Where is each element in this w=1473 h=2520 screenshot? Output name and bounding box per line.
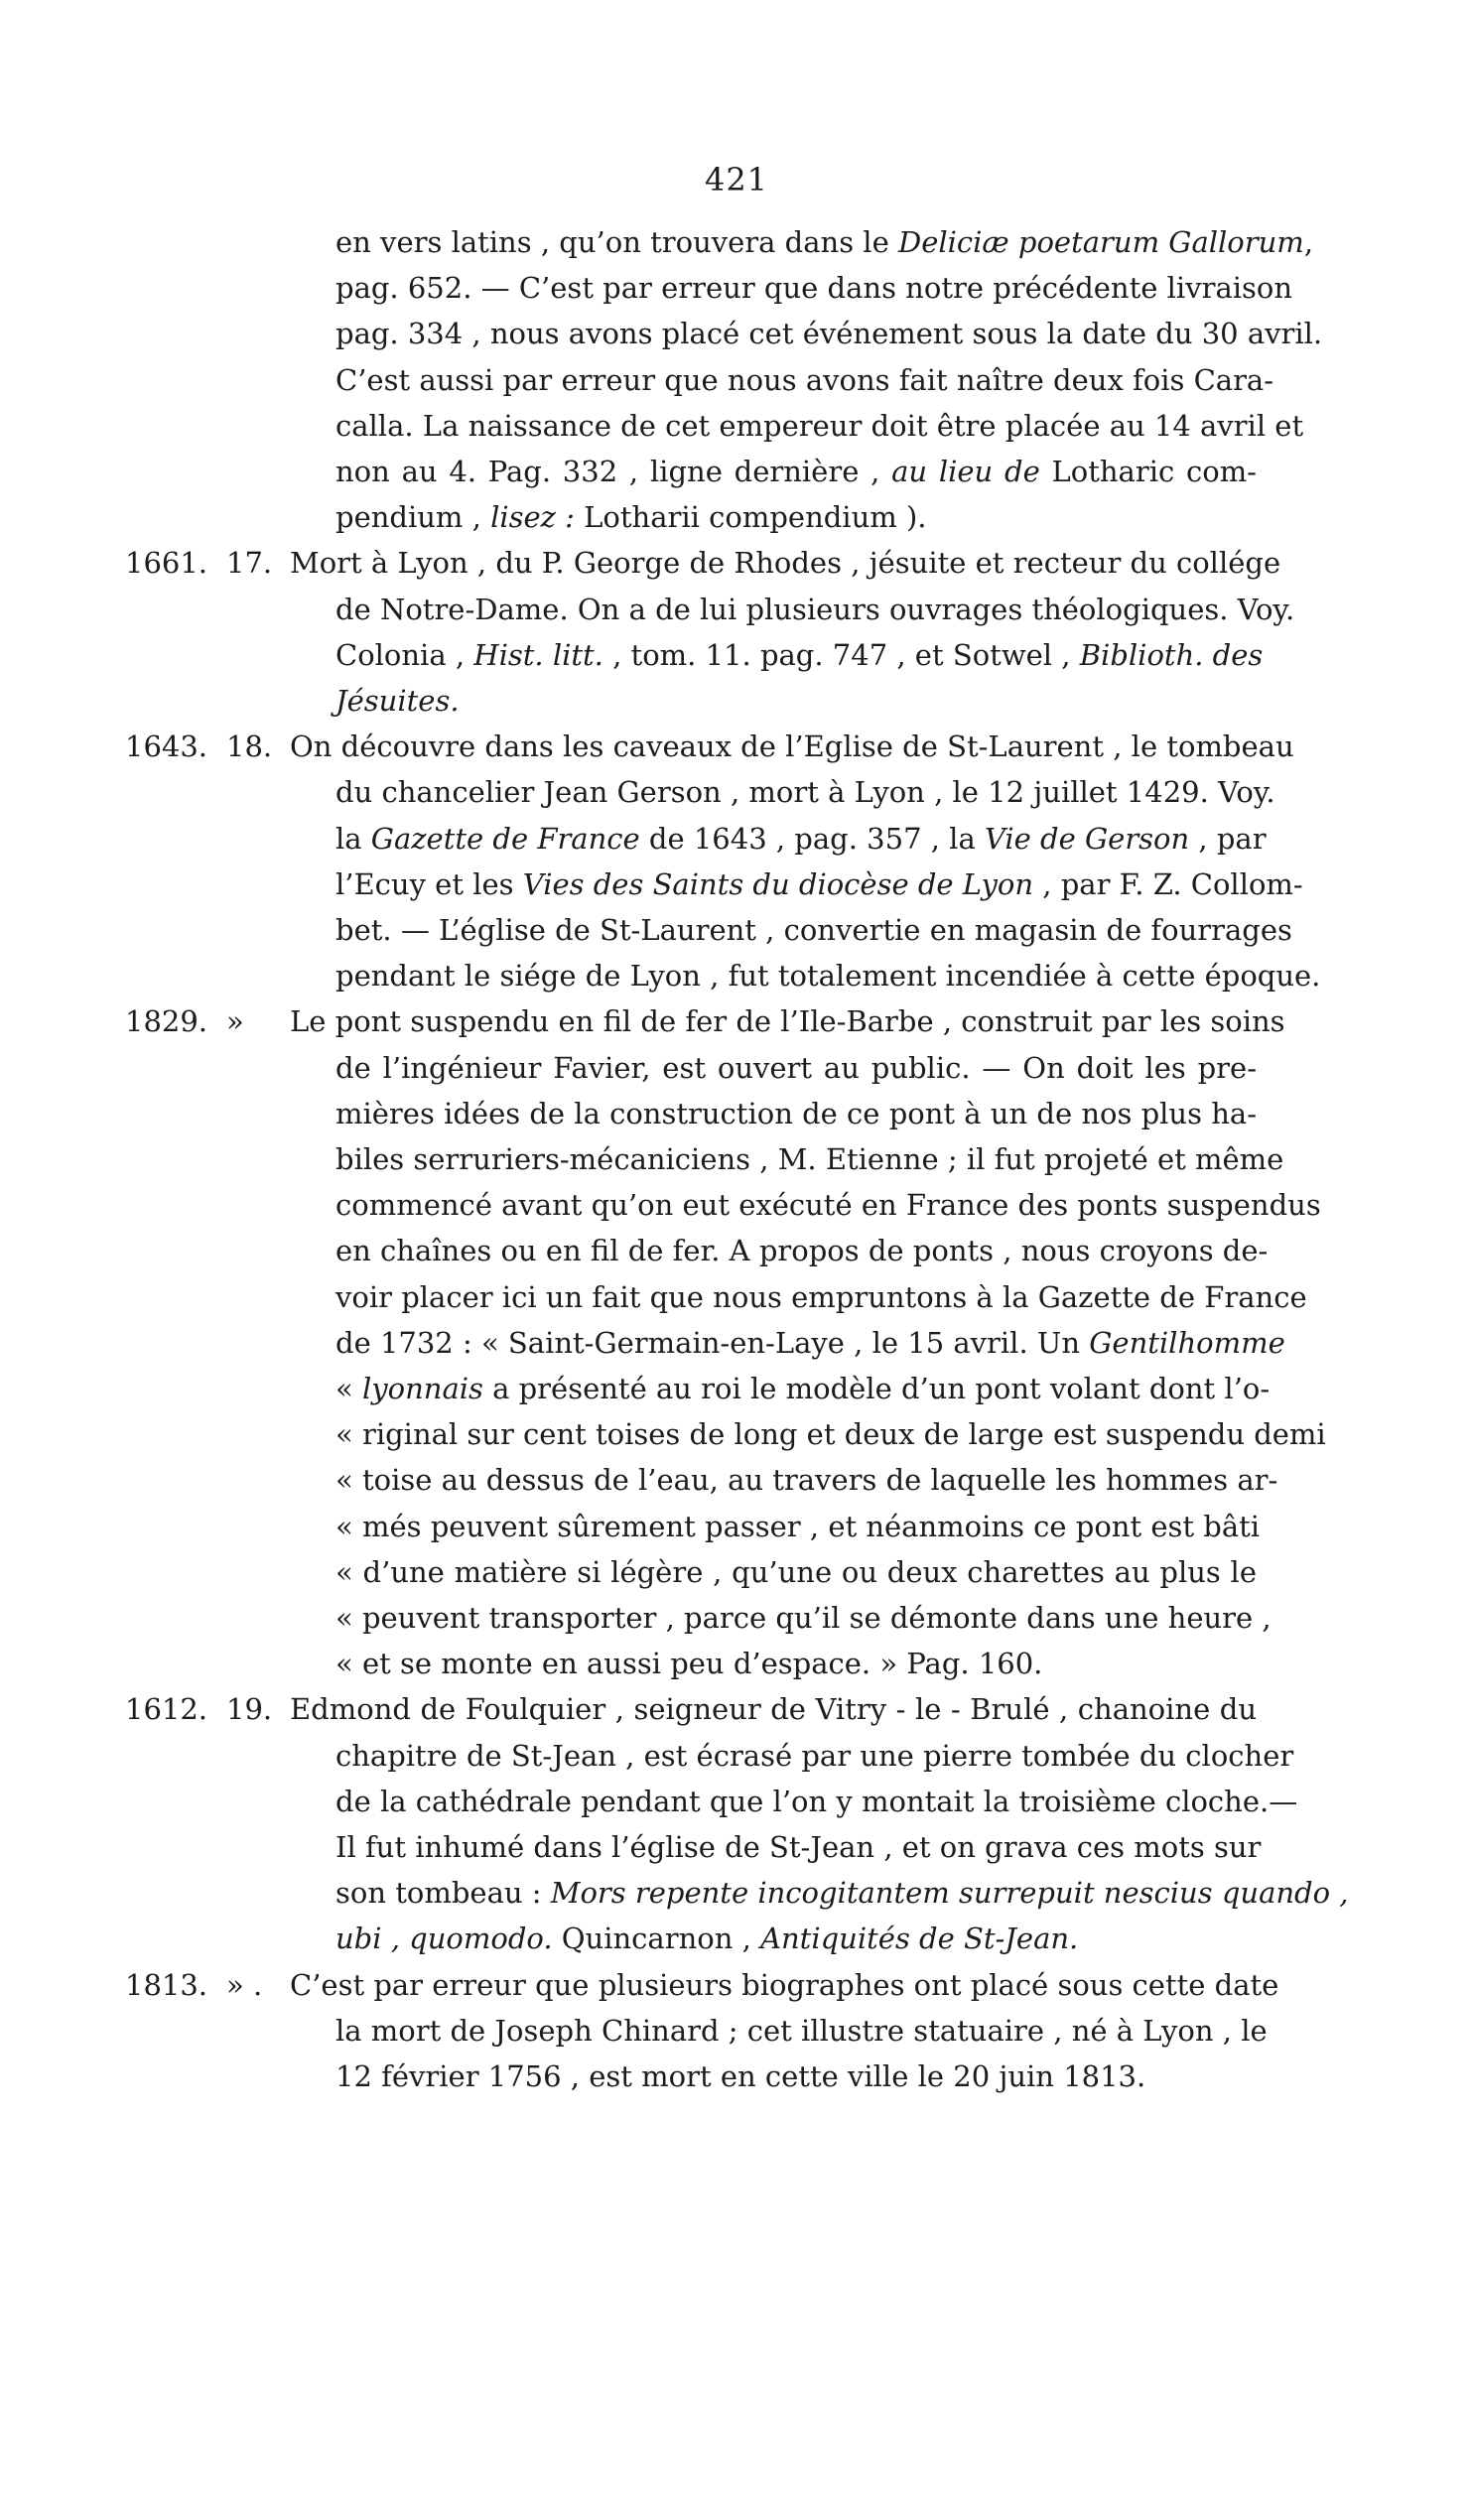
text-line bbox=[335, 1827, 1262, 1867]
text-segment: Lotharic com- bbox=[1039, 455, 1257, 488]
text-line bbox=[335, 1185, 1321, 1225]
text-segment: Il fut inhumé dans l’église de St-Jean , et on grava ces mots sur bbox=[335, 1830, 1262, 1864]
text-line bbox=[335, 452, 1257, 491]
text-line bbox=[335, 1873, 1349, 1913]
text-segment: On découvre dans les caveaux de l’Eglise de St-Laurent , le tombeau bbox=[290, 729, 1294, 764]
text-segment: Hist. litt. bbox=[473, 637, 603, 672]
text-line bbox=[335, 314, 1323, 353]
text-line bbox=[335, 864, 1303, 904]
text-line bbox=[290, 727, 1294, 766]
text-segment: Deliciæ poetarum Gallorum bbox=[897, 225, 1304, 259]
text-segment: de 1643 , pag. 357 , la bbox=[639, 821, 985, 856]
text-line bbox=[290, 1965, 1279, 2005]
text-segment: , par F. Z. Collom- bbox=[1033, 866, 1303, 901]
entry-day: 19. bbox=[226, 1692, 273, 1727]
text-segment: pag. 334 , nous avons placé cet événement sous la date du 30 avril. bbox=[335, 317, 1323, 351]
text-segment: C’est aussi par erreur que nous avons fait naître deux fois Cara- bbox=[335, 362, 1274, 397]
entry-year: 1813. bbox=[125, 1967, 208, 2002]
text-line bbox=[290, 1001, 1285, 1041]
text-line bbox=[335, 772, 1275, 812]
text-segment: « peuvent transporter , parce qu’il se démonte dans une heure , bbox=[335, 1601, 1272, 1635]
text-line bbox=[335, 590, 1295, 629]
text-segment: la mort de Joseph Chinard ; cet illustre statuaire , né à Lyon , le bbox=[335, 2013, 1268, 2048]
text-line bbox=[335, 1460, 1278, 1500]
text-segment: Vies des Saints du diocèse de Lyon bbox=[522, 866, 1034, 901]
text-segment: , bbox=[1303, 225, 1314, 259]
text-line bbox=[335, 1736, 1294, 1776]
text-segment: a présenté au roi le modèle d’un pont volant dont l’o- bbox=[482, 1372, 1271, 1405]
text-segment: Le pont suspendu en fil de fer de l’Ile-Barbe , construit par les soins bbox=[290, 1004, 1285, 1039]
text-segment: de 1732 : « Saint-Germain-en-Laye , le 15 avril. Un bbox=[335, 1325, 1090, 1360]
text-line bbox=[335, 1369, 1271, 1408]
entry-day: » . bbox=[226, 1967, 263, 2002]
text-segment: Gentilhomme bbox=[1089, 1325, 1285, 1360]
text-segment: Lotharii compendium ). bbox=[574, 500, 927, 535]
text-segment: ubi , quomodo. bbox=[335, 1922, 553, 1956]
text-segment: du chancelier Jean Gerson , mort à Lyon , le 12 juillet 1429. Voy. bbox=[335, 775, 1275, 810]
text-line bbox=[335, 681, 1257, 721]
text-line bbox=[335, 956, 1321, 995]
text-line bbox=[335, 1552, 1257, 1592]
text-line bbox=[335, 2056, 1257, 2096]
text-segment: bet. — L’église de St-Laurent , convertie en magasin de fourrages bbox=[335, 913, 1292, 947]
text-segment: pendant le siége de Lyon , fut totalement incendiée à cette époque. bbox=[335, 959, 1321, 994]
text-line bbox=[335, 1139, 1284, 1179]
entry-day: 18. bbox=[226, 729, 273, 764]
text-segment: de la cathédrale pendant que l’on y montait la troisième cloche.— bbox=[335, 1784, 1298, 1818]
text-line bbox=[335, 1231, 1269, 1270]
text-segment: « et se monte en aussi peu d’espace. » Pag. 160. bbox=[335, 1647, 1043, 1681]
text-line bbox=[335, 2011, 1268, 2051]
text-segment: Antiquités de St-Jean. bbox=[760, 1922, 1079, 1956]
text-segment: commencé avant qu’on eut exécuté en France des ponts suspendus bbox=[335, 1188, 1321, 1223]
text-segment: lisez : bbox=[490, 500, 575, 535]
text-line bbox=[290, 1689, 1257, 1729]
text-line bbox=[335, 1782, 1298, 1821]
text-segment: 12 février 1756 , est mort en cette ville le 20 juin 1813. bbox=[335, 2059, 1146, 2093]
text-segment: Quincarnon , bbox=[552, 1922, 761, 1956]
text-line bbox=[335, 819, 1267, 859]
text-segment: la bbox=[335, 821, 371, 856]
text-segment: calla. La naissance de cet empereur doit être placée au 14 avril et bbox=[335, 408, 1304, 443]
text-line bbox=[290, 543, 1281, 583]
text-segment: pag. 652. — C’est par erreur que dans notre précédente livraison bbox=[335, 271, 1293, 306]
text-segment: Mort à Lyon , du P. George de Rhodes , jésuite et recteur du collége bbox=[290, 546, 1281, 581]
text-line bbox=[335, 406, 1304, 446]
text-segment: Jésuites. bbox=[335, 684, 460, 718]
text-segment: , tom. 11. pag. 747 , et Sotwel , bbox=[603, 637, 1080, 672]
text-segment: « riginal sur cent toises de long et deux de large est suspendu demi bbox=[335, 1417, 1326, 1452]
text-segment: C’est par erreur que plusieurs biographes ont placé sous cette date bbox=[290, 1967, 1279, 2002]
text-segment: Mors repente incogitantem surrepuit nescius quando , bbox=[550, 1876, 1349, 1911]
text-line bbox=[335, 1048, 1257, 1088]
text-segment: son tombeau : bbox=[335, 1876, 551, 1911]
text-line bbox=[335, 497, 1257, 537]
text-line bbox=[335, 222, 1314, 262]
entry-year: 1829. bbox=[125, 1004, 208, 1039]
text-line bbox=[335, 1323, 1285, 1363]
text-segment: biles serruriers-mécaniciens , M. Etienne ; il fut projeté et même bbox=[335, 1142, 1284, 1176]
text-segment: voir placer ici un fait que nous empruntons à la Gazette de France bbox=[335, 1279, 1307, 1314]
text-line bbox=[335, 1414, 1326, 1454]
text-segment: de Notre-Dame. On a de lui plusieurs ouvrages théologiques. Voy. bbox=[335, 592, 1295, 626]
text-segment: Gazette de France bbox=[370, 821, 640, 856]
entry-year: 1612. bbox=[125, 1692, 208, 1727]
text-line bbox=[335, 1277, 1307, 1317]
page-number: 421 bbox=[704, 161, 769, 199]
text-line bbox=[335, 1644, 1257, 1683]
text-segment: chapitre de St-Jean , est écrasé par une pierre tombée du clocher bbox=[335, 1738, 1294, 1773]
text-line bbox=[335, 268, 1293, 308]
text-line bbox=[335, 910, 1292, 950]
text-segment: « més peuvent sûrement passer , et néanmoins ce pont est bâti bbox=[335, 1509, 1261, 1543]
text-line bbox=[335, 1094, 1257, 1133]
text-line bbox=[335, 635, 1264, 675]
text-line bbox=[335, 1919, 1257, 1958]
text-segment: Biblioth. des bbox=[1079, 637, 1264, 672]
text-segment: , par bbox=[1189, 821, 1267, 856]
text-line bbox=[335, 1507, 1261, 1546]
text-segment: pendium , bbox=[335, 500, 491, 535]
text-segment: de l’ingénieur Favier, est ouvert au public. — On doit les pre- bbox=[335, 1050, 1257, 1085]
text-segment: Edmond de Foulquier , seigneur de Vitry - le - Brulé , chanoine du bbox=[290, 1692, 1257, 1727]
text-segment: « toise au dessus de l’eau, au travers de laquelle les hommes ar- bbox=[335, 1463, 1278, 1498]
text-segment: mières idées de la construction de ce pont à un de nos plus ha- bbox=[335, 1096, 1257, 1130]
text-segment: lyonnais bbox=[361, 1372, 483, 1405]
text-segment: Vie de Gerson bbox=[984, 821, 1190, 856]
text-segment: « bbox=[335, 1372, 362, 1405]
text-line bbox=[335, 360, 1274, 400]
text-line bbox=[335, 1598, 1272, 1638]
entry-day: » bbox=[226, 1004, 244, 1039]
text-segment: Colonia , bbox=[335, 637, 474, 672]
text-segment: en vers latins , qu’on trouvera dans le bbox=[335, 225, 898, 259]
text-segment: au lieu de bbox=[891, 455, 1040, 488]
entry-year: 1643. bbox=[125, 729, 208, 764]
text-segment: « d’une matière si légère , qu’une ou deux charettes au plus le bbox=[335, 1554, 1257, 1589]
entry-year: 1661. bbox=[125, 546, 208, 581]
entry-day: 17. bbox=[226, 546, 273, 581]
text-segment: l’Ecuy et les bbox=[335, 866, 523, 901]
text-segment: en chaînes ou en fil de fer. A propos de ponts , nous croyons de- bbox=[335, 1234, 1269, 1268]
text-segment: non au 4. Pag. 332 , ligne dernière , bbox=[335, 455, 892, 488]
